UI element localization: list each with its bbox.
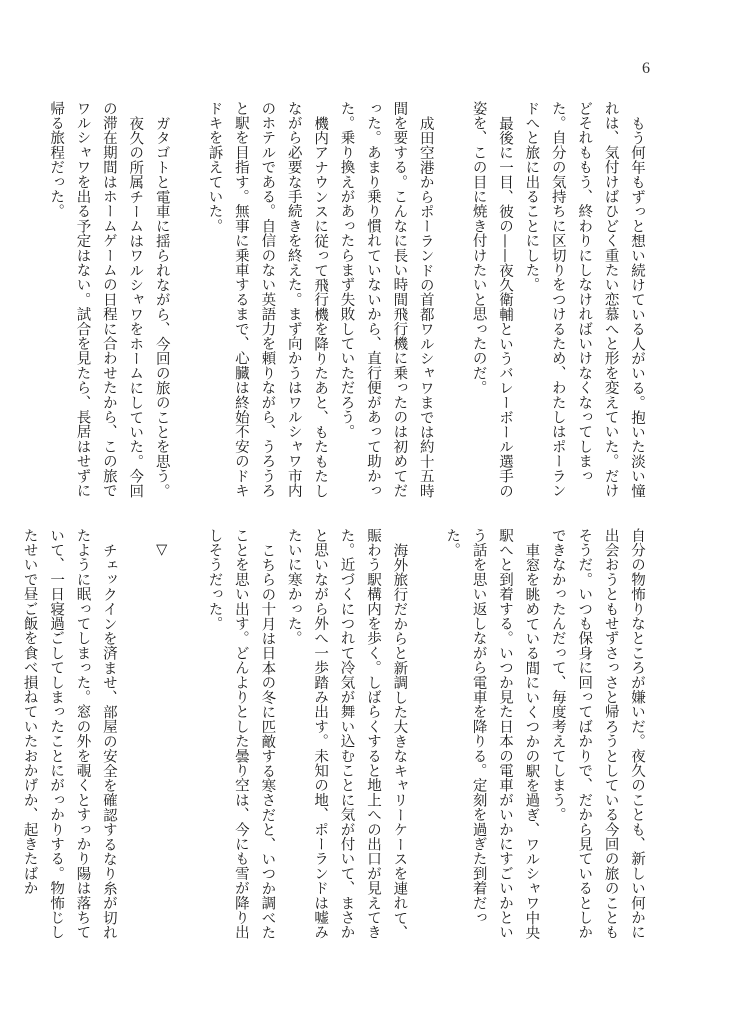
paragraph: もう何年もずっと想い続けている人がいる。抱いた淡い憧れは、気付けばひどく重たい恋慕へと形を変えていた。だけどそれももう、終わりにしなければいけなくなってしまった。自分の気持ちに区切りをつけるため、わたしはポーランドへと旅に出ることにした。 bbox=[523, 101, 645, 498]
paragraph: 機内アナウンスに従って飛行機を降りたあと、もたもたしながら必要な手続きを終えた。まず向かうはワルシャワ市内のホテルである。自信のない英語力を頼りながら、うろうろと駅を目指す。無事に乗車するまで、心臓は終始不安のドキドキを訴えていた。 bbox=[206, 101, 329, 498]
page-number: 6 bbox=[642, 60, 650, 77]
paragraph: 夜久の所属チームはワルシャワをホームにしていた。今回の滞在期間はホームゲームの日程に合わせたから、この旅でワルシャワを出る予定はない。試合を見たら、長居はせずに帰る旅程だった。 bbox=[48, 101, 144, 498]
section-divider-mark: ▽ bbox=[153, 542, 170, 559]
paragraph: こちらの十月は日本の冬に匹敵する寒さだと、いつか調べたことを思い出す。どんよりとした曇り空は、今にも雪が降り出しそうだった。 bbox=[206, 528, 276, 940]
text-block-top bbox=[48, 101, 650, 506]
paragraph-gap bbox=[439, 101, 465, 102]
paragraph: ガタゴトと電車に揺られながら、今回の旅のことを思う。 bbox=[153, 115, 170, 498]
paragraph-gap bbox=[122, 528, 148, 529]
paragraph-gap bbox=[413, 528, 439, 529]
text-block-bottom bbox=[21, 528, 650, 950]
paragraph: 海外旅行だからと新調した大きなキャリーケースを連れて、賑わう駅構内を歩く。しばらくすると地上への出口が見えてきた。近づくにつれて冷気が舞い込むことに気が付いて、まさかと思いながら外へ一歩踏み出す。未知の地、ポーランドは嘘みたいに寒かった。 bbox=[285, 528, 408, 940]
paragraph: 自分の物怖りなところが嫌いだ。夜久のことも、新しい何かに出会おうともせずさっさと帰ろうとしている今回の旅のこともそうだ。いつも保身に回ってばかりで、だから見ているとしかできなかったんだって、毎度考えてしまう。 bbox=[549, 528, 645, 940]
paragraph: 成田空港からポーランドの首都ワルシャワまでは約十五時間を要する。こんなに長い時間飛行機に乗ったのは初めてだった。あまり乗り慣れていないから、直行便があって助かった。乗り換えがあったらまず失敗していただろう。 bbox=[338, 101, 434, 498]
paragraph: 最後に一目、彼の——夜久衛輔というバレーボール選手の姿を、この目に焼き付けたいと思ったのだ。 bbox=[470, 101, 513, 498]
paragraph: 車窓を眺めている間にいくつかの駅を過ぎ、ワルシャワ中央駅へと到着する。いつか見た日本の電車がいかにすごいかという話を思い返しながら電車を降りる。定刻を過ぎた到着だった。 bbox=[444, 528, 540, 940]
paragraph-gap bbox=[175, 528, 201, 529]
paragraph: チェックインを済ませ、部屋の安全を確認するなり糸が切れたように眠ってしまった。窓の外を覗くとすっかり陽は落ちていて、一日寝過ごしてしまったことにがっかりする。物怖じしたせいで昼ご飯を食べ損ねていたおかげか、起きたばか bbox=[21, 528, 117, 940]
paragraph-gap bbox=[175, 101, 201, 102]
